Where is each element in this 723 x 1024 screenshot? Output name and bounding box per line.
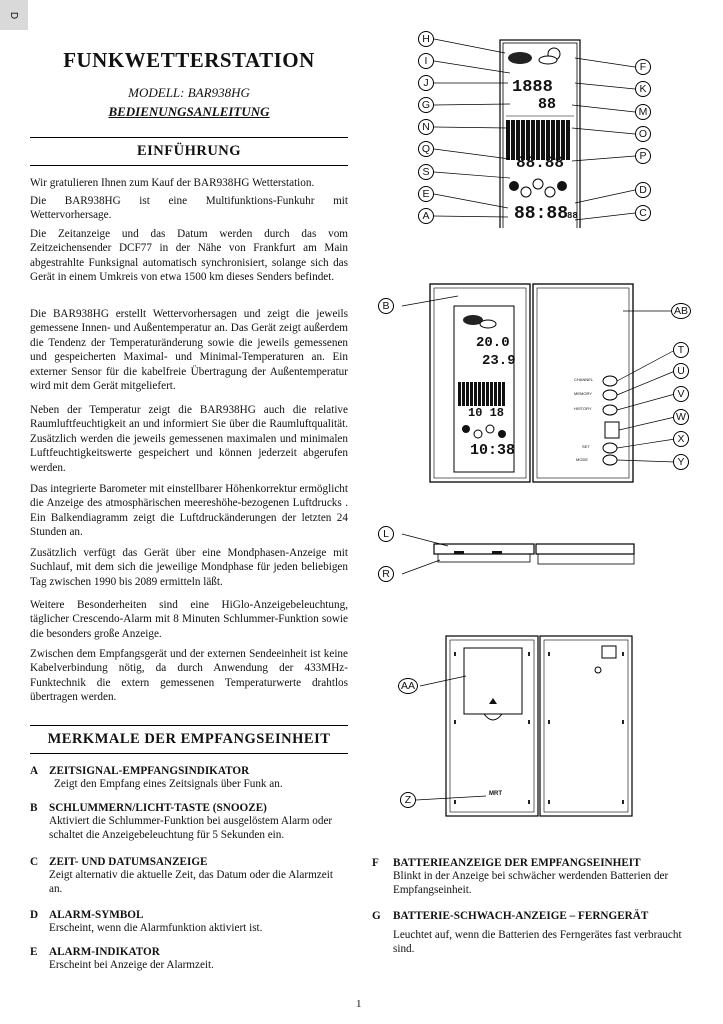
callout-f: F (635, 59, 651, 75)
button-label-mode: MODE (576, 457, 588, 462)
lcd-display-figure (410, 28, 685, 228)
page-title: FUNKWETTERSTATION (63, 48, 315, 72)
callout-m: M (635, 104, 651, 120)
callout-r: R (378, 566, 394, 582)
lcd-pressure-digits: 1888 (512, 78, 553, 97)
callout-v: V (673, 386, 689, 402)
callout-l: L (378, 526, 394, 542)
callout-c: C (635, 205, 651, 221)
callout-u: U (673, 363, 689, 379)
callout-e: E (418, 186, 434, 202)
front-clock: 10:38 (470, 442, 516, 459)
callout-o: O (635, 126, 651, 142)
front-view-diagram (378, 282, 693, 492)
intro-paragraph: Die Zeitanzeige und das Datum werden durch das vom Zeitzeichensender DCF77 in der Nähe von Frankfurt am Main abgestrahlte Funksignal automatisch synchronisiert, solange sich das Gerät in einem Umkreis von etwa 1500 km dieses Senders befindet. (30, 228, 348, 284)
intro-paragraph: Weitere Besonderheiten sind eine HiGlo-Anzeigebeleuchtung, täglicher Crescendo-Alarm mit 8 Minuten Schlummer-Funktion sowie die besonders große Anzeige. (30, 599, 348, 640)
feature-item-d: D ALARM-SYMBOL Erscheint, wenn die Alarmfunktion aktiviert ist. (30, 909, 263, 934)
callout-i: I (418, 53, 434, 69)
callout-q: Q (418, 141, 434, 157)
model-line: MODELL: BAR938HG (128, 85, 250, 100)
callout-j: J (418, 75, 434, 91)
intro-paragraph: Das integrierte Barometer mit einstellbarer Höhenkorrektur ermöglicht die Anzeige des atmosphärischen meereshöhe-bezogenen Luftdrucks . Ein Balkendiagramm zeigt die Luftdruckänderungen der letzten 24 Stunden an. (30, 483, 348, 539)
button-label-channel: CHANNEL (574, 377, 594, 382)
feature-item-f: F BATTERIEANZEIGE DER EMPFANGSEINHEIT Blinkt in der Anzeige bei schwächer werdenden Batterien der Empfangseinheit. (372, 857, 669, 897)
top-view-diagram (378, 522, 658, 584)
callout-k: K (635, 81, 651, 97)
button-label-memory: MEMORY (574, 391, 592, 396)
intro-paragraph: Die BAR938HG erstellt Wettervorhersagen und zeigt die jeweils gemessene Innen- und Außentemperatur an. Das Gerät zeigt außerdem die Tendenz der Temperaturänderung sowie die jeweils gemessenen und gespeicherten Maximal- und Minimal-Temperaturen an. Ein externer Sensor für die kabelfreie Übertragung der Außentemperatur wird mit dem Gerät mitgeliefert. (30, 308, 348, 393)
back-brand-label: MRT (489, 791, 502, 797)
features-heading: MERKMALE DER EMPFANGSEINHEIT (30, 725, 348, 754)
callout-s: S (418, 164, 434, 180)
callout-b: B (378, 298, 394, 314)
language-tab: D (0, 0, 28, 30)
callout-h: H (418, 31, 434, 47)
front-view-figure (378, 282, 693, 492)
top-view-figure (378, 522, 658, 584)
lcd-clock-digits: 88:88 (514, 204, 569, 224)
front-date: 10 18 (468, 406, 505, 420)
front-out-temp: 20.0 (476, 335, 510, 351)
manual-title: BEDIENUNGSANLEITUNG (108, 104, 270, 119)
feature-item-b: B SCHLUMMERN/LICHT-TASTE (SNOOZE) Aktiviert die Schlummer-Funktion bei ausgelöstem Alarm oder schaltet die Anzeigebeleuchtung für 5 Sekunden ein. (30, 802, 333, 842)
callout-y: Y (673, 454, 689, 470)
button-label-history: HISTORY (574, 406, 592, 411)
callout-d: D (635, 182, 651, 198)
intro-paragraph: Die BAR938HG ist eine Multifunktions-Funkuhr mit Wettervorhersage. (30, 195, 348, 222)
callout-p: P (635, 148, 651, 164)
left-column (30, 48, 348, 166)
feature-item-g: G BATTERIE-SCHWACH-ANZEIGE – FERNGERÄT Leuchtet auf, wenn die Batterien des Ferngerätes fast verbraucht sind. (372, 910, 682, 956)
intro-paragraph: Zusätzlich verfügt das Gerät über eine Mondphasen-Anzeige mit Suchlauf, mit dem sich die jeweilige Mondphase für jeden beliebigen Tag zwischen 1990 bis 2089 ermitteln läßt. (30, 547, 348, 588)
callout-n: N (418, 119, 434, 135)
callout-aa: AA (398, 678, 418, 694)
callout-t: T (673, 342, 689, 358)
callout-x: X (673, 431, 689, 447)
feature-item-e: E ALARM-INDIKATOR Erscheint bei Anzeige der Alarmzeit. (30, 946, 214, 971)
button-label-set: SET (582, 444, 590, 449)
callout-z: Z (400, 792, 416, 808)
intro-paragraph: Neben der Temperatur zeigt die BAR938HG auch die relative Raumluftfeuchtigkeit an und informiert Sie über die Raumluftqualität. Zusätzlich werden die jeweils gemessenen maximalen und minimalen Luftfeuchtigkeitswerte gespeichert und können jederzeit abgerufen werden. (30, 404, 348, 474)
callout-w: W (673, 409, 689, 425)
page-number: 1 (356, 998, 362, 1010)
lcd-humidity-digits: 88 (538, 96, 557, 113)
callout-g: G (418, 97, 434, 113)
back-view-figure (396, 630, 636, 830)
lcd-seconds-digits: 88 (567, 211, 578, 221)
callout-a: A (418, 208, 434, 224)
back-view-diagram (396, 630, 636, 830)
intro-paragraph: Zwischen dem Empfangsgerät und der externen Sendeeinheit ist keine Kabelverbindung nötig, da durch Anwendung der 433MHz-Funktechnik die extern gemessenen Temperaturwerte drahtlos übertragen werden. (30, 648, 348, 704)
feature-item-c: C ZEIT- UND DATUMSANZEIGE Zeigt alternativ die aktuelle Zeit, das Datum oder die Alarmzeit an. (30, 856, 333, 896)
feature-item-a: A ZEITSIGNAL-EMPFANGSINDIKATOR Zeigt den Empfang eines Zeitsignals über Funk an. (30, 765, 283, 790)
lcd-temp-digits: 88.88 (516, 154, 565, 172)
front-in-temp: 23.9 (482, 353, 516, 369)
intro-paragraph: Wir gratulieren Ihnen zum Kauf der BAR938HG Wetterstation. (30, 177, 315, 189)
intro-heading: EINFÜHRUNG (30, 137, 348, 166)
callout-ab: AB (671, 303, 691, 319)
